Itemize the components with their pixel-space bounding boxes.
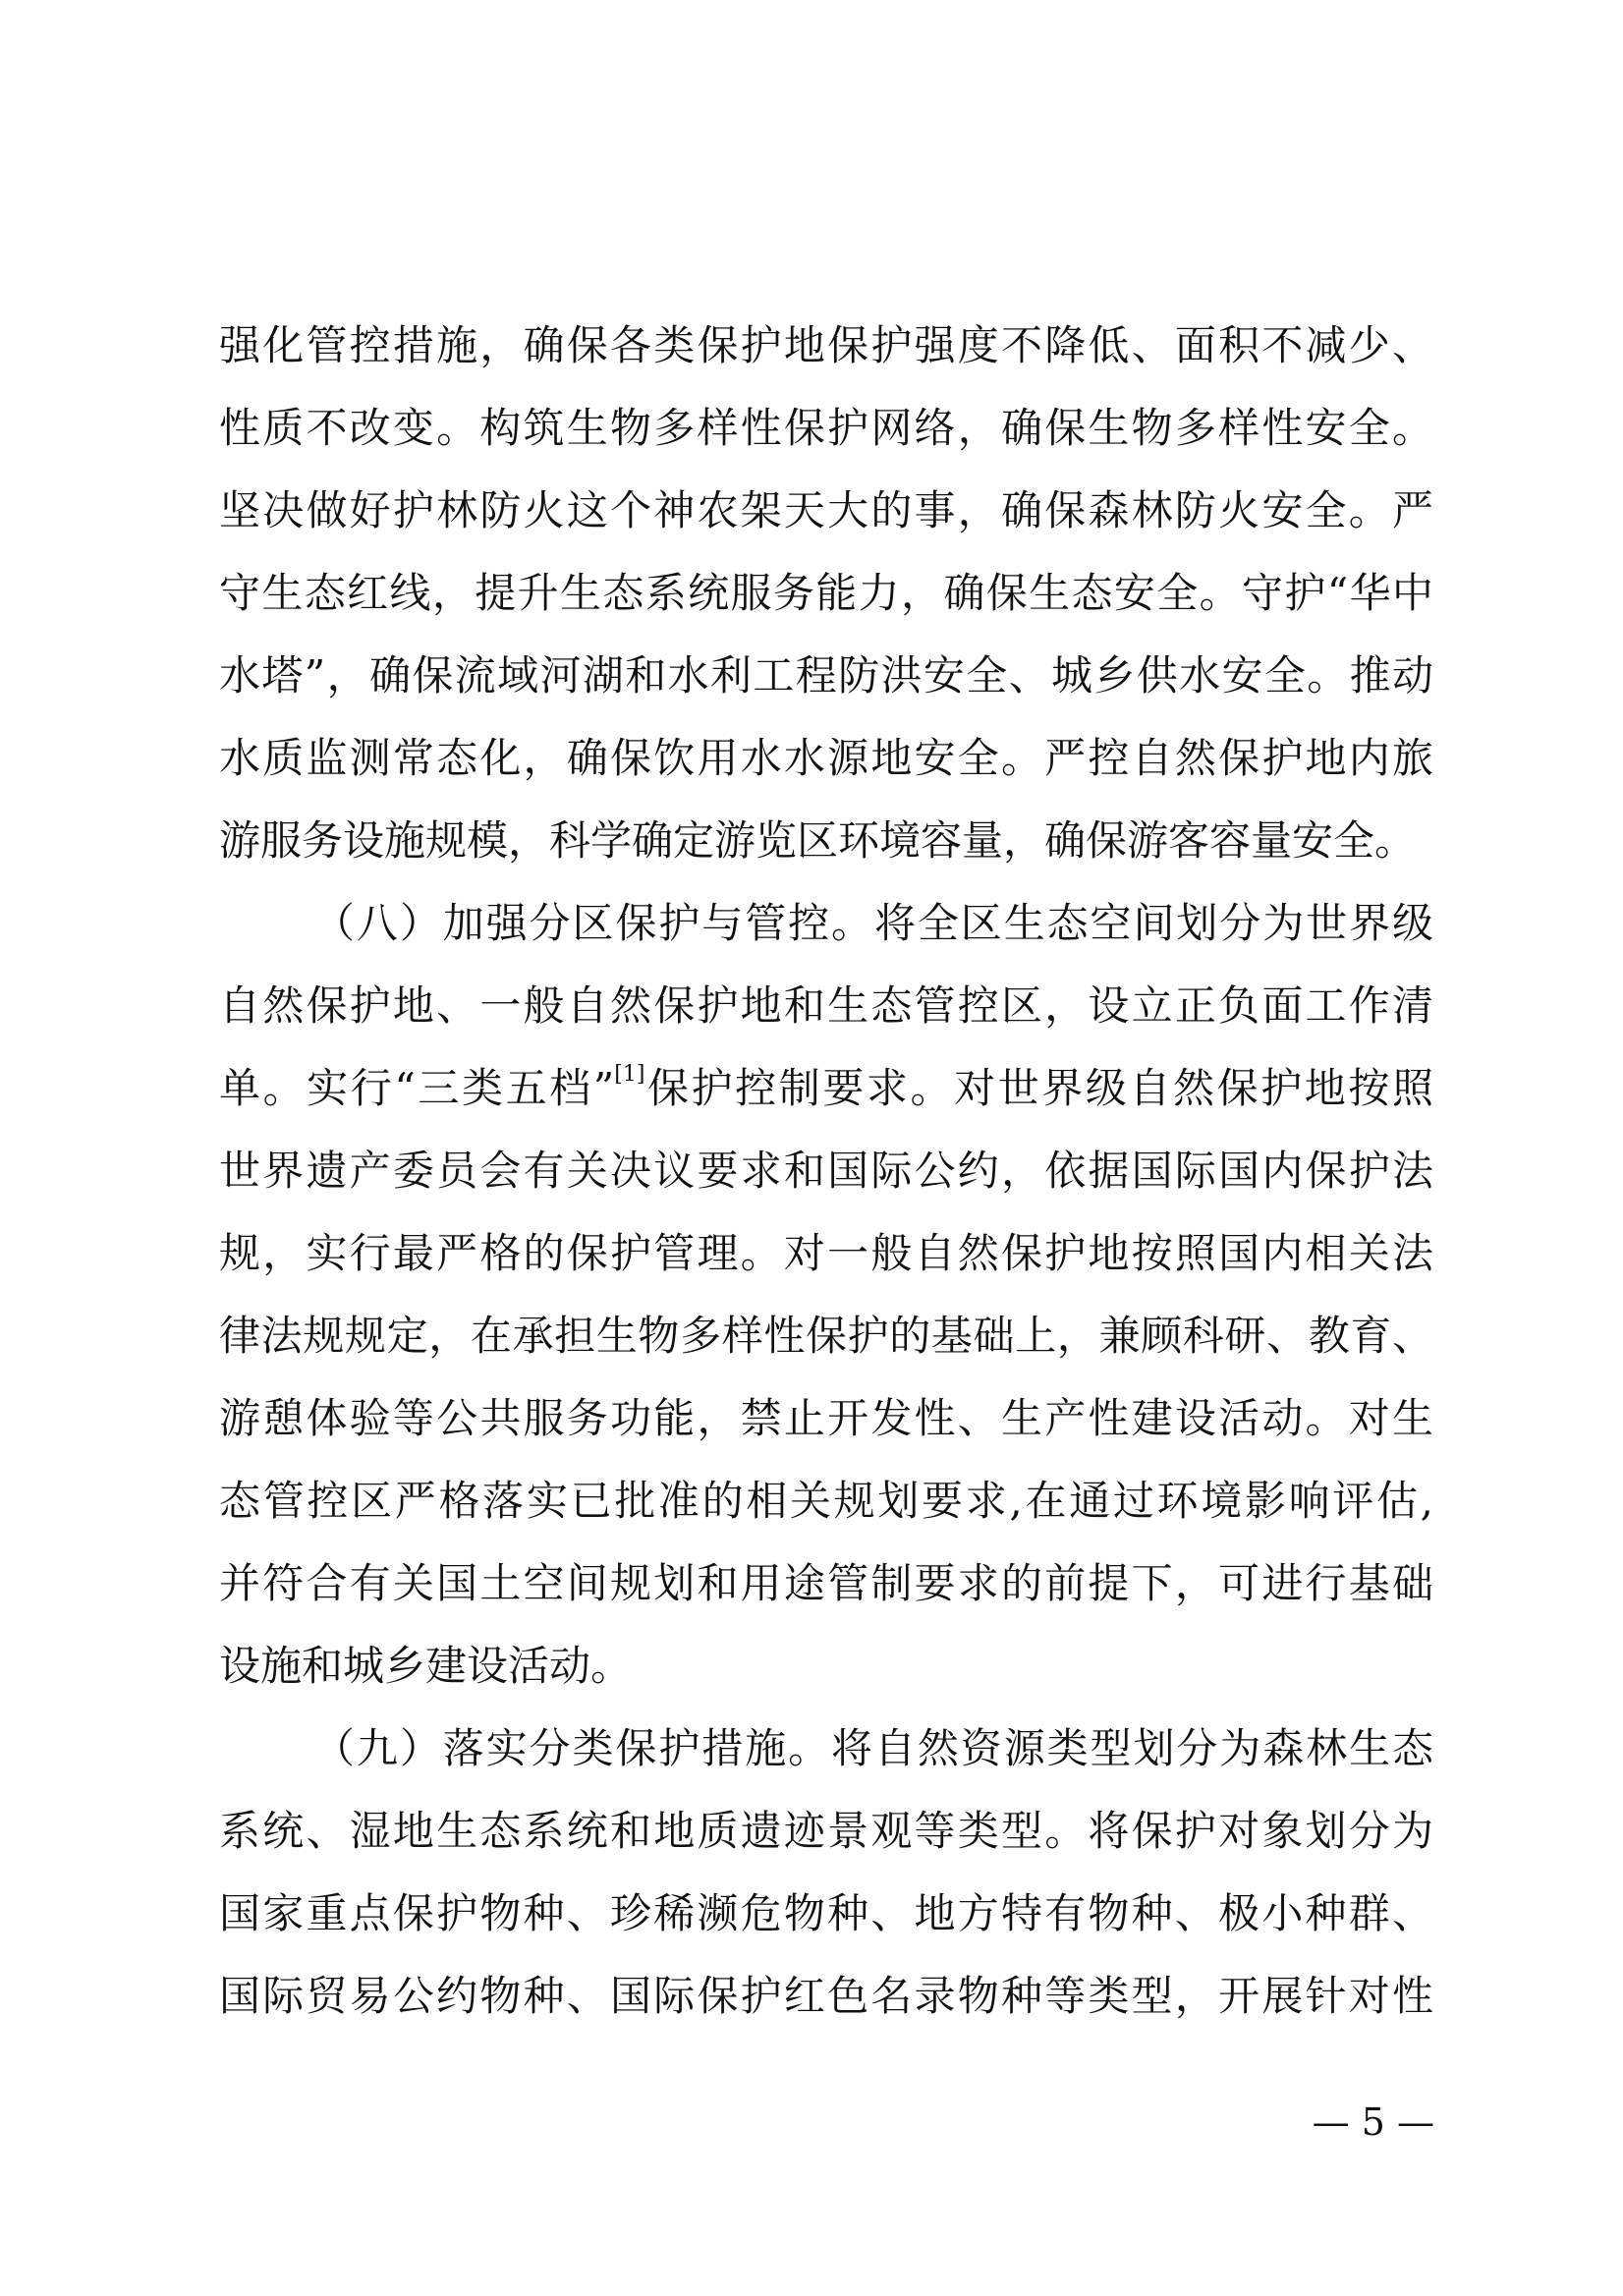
body-text (219, 305, 1433, 2038)
text-line: 系统、湿地生态系统和地质遗迹景观等类型。将保护对象划分为 (219, 1807, 1433, 1855)
text-line: 坚决做好护林防火这个神农架天大的事，确保森林防火安全。严 (219, 486, 1433, 534)
section-heading-line: （九）落实分类保护措施。将自然资源类型划分为森林生态 (313, 1724, 1433, 1772)
text-line: 设施和城乡建设活动。 (219, 1642, 633, 1690)
footnote-ref[interactable]: [1] (614, 1062, 645, 1087)
page-number: — 5 — (1312, 2100, 1434, 2144)
text-line: 守生态红线，提升生态系统服务能力，确保生态安全。守护“华中 (219, 569, 1433, 617)
text-line: 律法规规定，在承担生物多样性保护的基础上，兼顾科研、教育、 (219, 1312, 1433, 1360)
text-line: 规，实行最严格的保护管理。对一般自然保护地按照国内相关法 (219, 1229, 1433, 1277)
text-line: 自然保护地、一般自然保护地和生态管控区，设立正负面工作清 (219, 981, 1433, 1030)
text-line: 强化管控措施，确保各类保护地保护强度不降低、面积不减少、 (219, 321, 1433, 369)
text-line: 态管控区严格落实已批准的相关规划要求,在通过环境影响评估, (219, 1477, 1433, 1525)
text-line: 并符合有关国土空间规划和用途管制要求的前提下，可进行基础 (219, 1559, 1433, 1607)
text-line: 世界遗产委员会有关决议要求和国际公约，依据国际国内保护法 (219, 1147, 1433, 1195)
text-line: 性质不改变。构筑生物多样性保护网络，确保生物多样性安全。 (219, 404, 1433, 452)
section-heading-line: （八）加强分区保护与管控。将全区生态空间划分为世界级 (313, 899, 1433, 947)
text-line: 游憩体验等公共服务功能，禁止开发性、生产性建设活动。对生 (219, 1394, 1433, 1442)
text-line: 水塔”，确保流域河湖和水利工程防洪安全、城乡供水安全。推动 (219, 651, 1433, 700)
text-line: 水质监测常态化，确保饮用水水源地安全。严控自然保护地内旅 (219, 734, 1433, 782)
text-line (219, 1047, 1433, 1130)
text-line: 国际贸易公约物种、国际保护红色名录物种等类型，开展针对性 (219, 1972, 1433, 2020)
text-line: 游服务设施规模，科学确定游览区环境容量，确保游客容量安全。 (219, 816, 1417, 865)
text-segment: 保护控制要求。对世界级自然保护地按照 (644, 1064, 1433, 1112)
text-line: 国家重点保护物种、珍稀濒危物种、地方特有物种、极小种群、 (219, 1889, 1433, 1937)
text-segment: 单。实行“三类五档” (219, 1064, 615, 1112)
